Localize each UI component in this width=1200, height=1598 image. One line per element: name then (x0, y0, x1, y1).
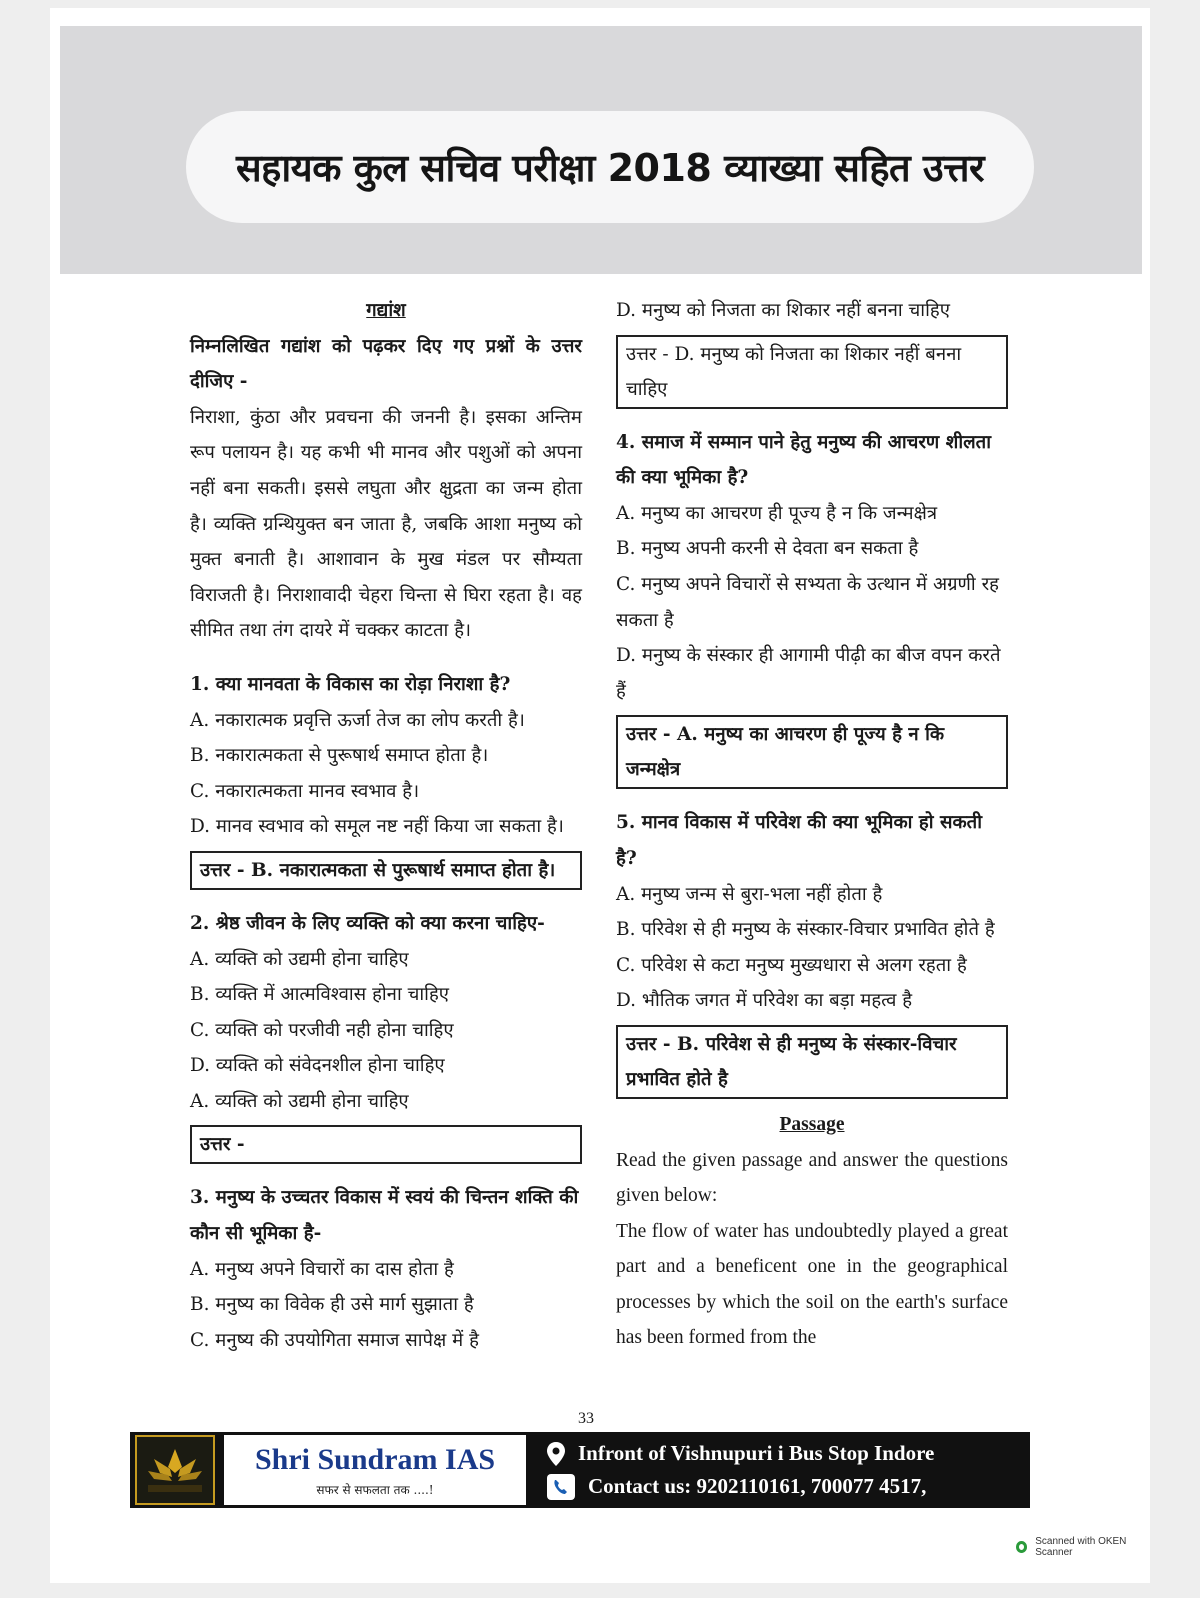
title-banner (186, 111, 1034, 223)
question-1-option-a: A. नकारात्मक प्रवृत्ति ऊर्जा तेज का लोप करती है। (190, 709, 525, 731)
section-heading-hindi: गद्यांश (366, 300, 406, 321)
question-3-option-b: B. मनुष्य का विवेक ही उसे मार्ग सुझाता है (190, 1294, 474, 1316)
question-1-option-b: B. नकारात्मकता से पुरूषार्थ समाप्त होता है। (190, 745, 489, 767)
footer-banner (130, 1432, 1030, 1508)
address-text: Infront of Vishnupuri i Bus Stop Indore (578, 1441, 935, 1465)
english-passage: The flow of water has undoubtedly played a great part and a beneficent one in the geographical processes by which the soil on the earth's surface has been formed from the (616, 1220, 1008, 1349)
question-4-option-c: C. मनुष्य अपने विचारों से सभ्यता के उत्थान में अग्रणी रह सकता है (616, 573, 999, 631)
english-instruction: Read the given passage and answer the questions given below: (616, 1149, 1008, 1207)
question-3-option-a: A. मनुष्य अपने विचारों का दास होता है (190, 1258, 454, 1280)
question-4-option-a: A. मनुष्य का आचरण ही पूज्य है न कि जन्मक्षेत्र (616, 502, 938, 524)
page-number: 33 (578, 1410, 594, 1427)
question-3-answer-box: उत्तर - D. मनुष्य को निजता का शिकार नहीं बनना चाहिए (616, 335, 1008, 409)
question-1-answer-box: उत्तर - B. नकारात्मकता से पुरूषार्थ समाप्त होता है। (190, 851, 582, 890)
header-band (60, 26, 1142, 274)
question-5-option-a: A. मनुष्य जन्म से बुरा-भला नहीं होता है (616, 883, 883, 905)
passage-instruction: निम्नलिखित गद्यांश को पढ़कर दिए गए प्रश्नों के उत्तर दीजिए - (190, 335, 582, 393)
question-4: 4. समाज में सम्मान पाने हेतु मनुष्य की आचरण शीलता की क्या भूमिका है? (616, 431, 992, 489)
scanner-text: Scanned with OKEN Scanner (1035, 1536, 1127, 1558)
question-5-option-c: C. परिवेश से कटा मनुष्य मुख्यधारा से अलग रहता है (616, 954, 967, 976)
contact-text: Contact us: 9202110161, 700077 4517, (588, 1474, 927, 1498)
brand-tagline: सफर से सफलता तक ....! (316, 1482, 434, 1497)
section-heading-english: Passage (779, 1113, 845, 1135)
question-2: 2. श्रेष्ठ जीवन के लिए व्यक्ति को क्या करना चाहिए- (190, 912, 545, 934)
contact-block (546, 1437, 934, 1503)
left-column (190, 293, 582, 1358)
question-3: 3. मनुष्य के उच्चतर विकास में स्वयं की चिन्तन शक्ति की कौन सी भूमिका है- (190, 1187, 579, 1245)
question-2-option-b: B. व्यक्ति में आत्मविश्वास होना चाहिए (190, 984, 450, 1006)
brand-name: Shri Sundram IAS (254, 1442, 496, 1476)
lotus-logo-icon (142, 1441, 208, 1499)
question-4-option-d: D. मनुष्य के संस्कार ही आगामी पीढ़ी का बीज वपन करते हैं (616, 645, 1001, 702)
brand-block (224, 1435, 526, 1505)
question-2-option-repeat: A. व्यक्ति को उद्यमी होना चाहिए (190, 1090, 409, 1112)
question-5-answer-box: उत्तर - B. परिवेश से ही मनुष्य के संस्कार-विचार प्रभावित होते है (616, 1025, 1008, 1099)
question-1-option-c: C. नकारात्मकता मानव स्वभाव है। (190, 780, 420, 802)
question-5: 5. मानव विकास में परिवेश की क्या भूमिका हो सकती है? (616, 812, 983, 869)
question-2-option-d: D. व्यक्ति को संवेदनशील होना चाहिए (190, 1055, 445, 1077)
phone-icon (546, 1473, 576, 1501)
page-title: सहायक कुल सचिव परीक्षा 2018 व्याख्या सहित उत्तर (235, 146, 985, 190)
scanner-watermark (1016, 1536, 1150, 1558)
question-1: 1. क्या मानवता के विकास का रोड़ा निराशा है? (190, 673, 511, 695)
question-2-option-c: C. व्यक्ति को परजीवी नही होना चाहिए (190, 1019, 454, 1041)
question-3-option-d: D. मनुष्य को निजता का शिकार नहीं बनना चाहिए (616, 300, 950, 321)
question-2-option-a: A. व्यक्ति को उद्यमी होना चाहिए (190, 948, 409, 970)
phone-row (546, 1470, 934, 1503)
question-4-option-b: B. मनुष्य अपनी करनी से देवता बन सकता है (616, 538, 919, 560)
question-5-option-b: B. परिवेश से ही मनुष्य के संस्कार-विचार प्रभावित होते है (616, 919, 995, 941)
question-3-option-c: C. मनुष्य की उपयोगिता समाज सापेक्ष में है (190, 1329, 479, 1351)
document-page (50, 8, 1150, 1583)
question-5-option-d: D. भौतिक जगत में परिवेश का बड़ा महत्व है (616, 990, 913, 1012)
question-4-answer-box: उत्तर - A. मनुष्य का आचरण ही पूज्य है न कि जन्मक्षेत्र (616, 715, 1008, 789)
question-1-option-d: D. मानव स्वभाव को समूल नष्ट नहीं किया जा सकता है। (190, 816, 564, 838)
scanner-logo-icon (1016, 1541, 1027, 1553)
right-column (616, 293, 1008, 1356)
location-pin-icon (546, 1441, 566, 1467)
address-row (546, 1437, 934, 1470)
institute-logo (135, 1435, 215, 1505)
hindi-passage: निराशा, कुंठा और प्रवचना की जननी है। इसका अन्तिम रूप पलायन है। यह कभी भी मानव और पशुओं को अपना नहीं बना सकती। इससे लघुता और क्षुद्रता का जन्म होता है। व्यक्ति ग्रन्थियुक्त बन जाता है, जबकि आशा मनुष्य को मुक्त बनाती है। आशावान के मुख मंडल पर सौम्यता विराजती है। निराशावादी चेहरा चिन्ता से घिरा रहता है। वह सीमित तथा तंग दायरे में चक्कर काटता है। (190, 406, 582, 642)
question-2-answer-box: उत्तर - (190, 1125, 582, 1164)
